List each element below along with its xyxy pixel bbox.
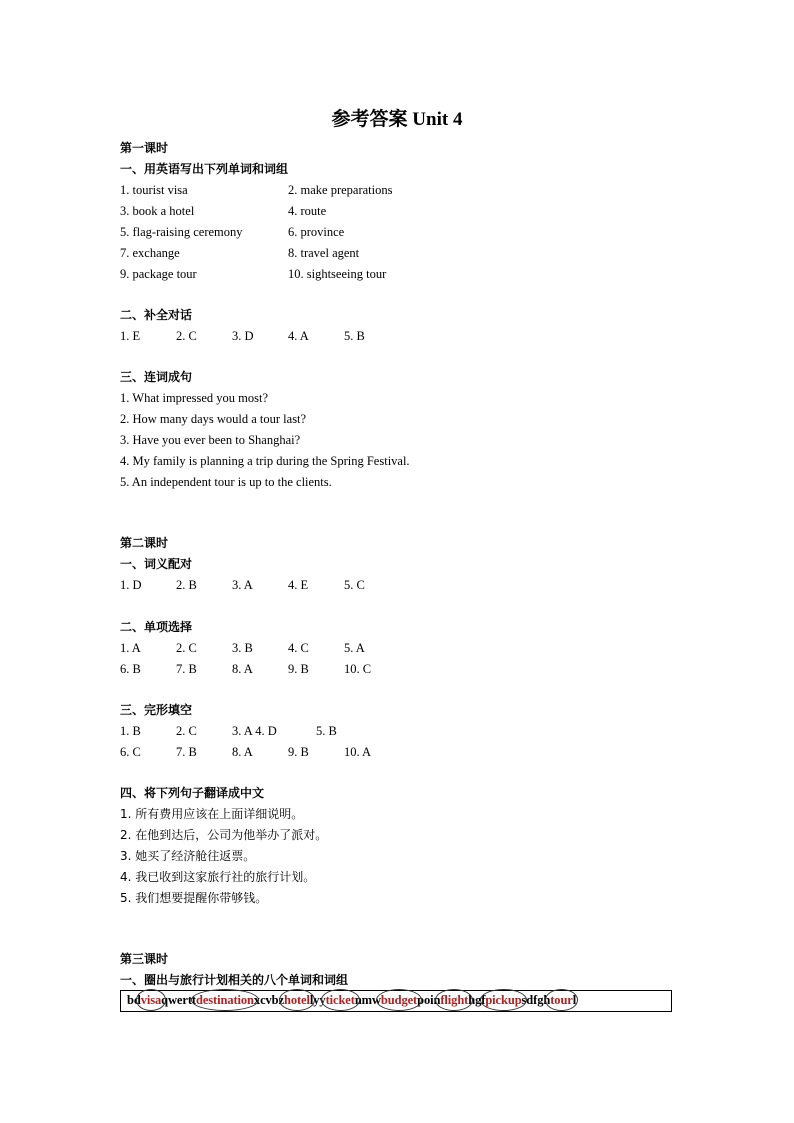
answer-item: 6. C <box>120 745 141 759</box>
filler-letters: nmw <box>354 993 381 1007</box>
answer-item: 1. E <box>120 329 141 343</box>
answer-item: 3. A 4. D <box>232 724 277 738</box>
vocab-item: 4. route <box>288 204 327 218</box>
answer-item: 1. B <box>120 724 141 738</box>
answer-item: 10. A <box>344 745 372 759</box>
answer-item: 10. C <box>344 662 372 676</box>
circled-word: destination <box>195 993 254 1007</box>
vocab-item: 6. province <box>288 225 345 239</box>
lesson1-heading: 第一课时 <box>120 141 169 155</box>
lesson1-part2-heading: 二、补全对话 <box>120 308 193 322</box>
answer-item: 2. C <box>176 329 197 343</box>
lesson2-heading: 第二课时 <box>120 536 169 550</box>
answer-item: 9. B <box>288 662 309 676</box>
translation: 3. 她买了经济舱往返票。 <box>120 849 256 863</box>
answer-item: 1. A <box>120 641 141 655</box>
filler-letters: sdfgh <box>521 993 551 1007</box>
answer-item: 4. A <box>288 329 309 343</box>
lesson2-part1-heading: 一、词义配对 <box>120 557 193 571</box>
answer-item: 2. B <box>176 578 197 592</box>
answer-item: 8. A <box>232 745 253 759</box>
answer-item: 5. B <box>344 329 365 343</box>
circled-word: flight <box>440 993 469 1007</box>
translation: 5. 我们想要提醒你带够钱。 <box>120 891 268 905</box>
answer-item: 2. C <box>176 641 197 655</box>
vocab-item: 1. tourist visa <box>120 183 188 197</box>
sentence: 1. What impressed you most? <box>120 391 269 405</box>
page-title: 参考答案 Unit 4 <box>331 109 463 130</box>
answer-item: 5. A <box>344 641 365 655</box>
circled-word: pickup <box>485 993 522 1007</box>
translation: 4. 我已收到这家旅行社的旅行计划。 <box>120 870 316 884</box>
translation: 1. 所有费用应该在上面详细说明。 <box>120 807 304 821</box>
answer-item: 7. B <box>176 745 197 759</box>
circled-word: ticket <box>325 993 355 1007</box>
filler-letters: bd <box>127 993 141 1007</box>
answer-item: 3. A <box>232 578 253 592</box>
lesson3-heading: 第三课时 <box>120 952 169 966</box>
lesson2-part2-heading: 二、单项选择 <box>120 620 193 634</box>
filler-letters: xcvbz <box>253 993 284 1007</box>
lesson1-part3-heading: 三、连词成句 <box>120 370 193 384</box>
answer-item: 3. D <box>232 329 254 343</box>
answer-item: 1. D <box>120 578 142 592</box>
lesson2-part4-heading: 四、将下列句子翻译成中文 <box>120 786 265 800</box>
filler-letters: poin <box>417 993 441 1007</box>
circled-word: hotel <box>283 993 310 1007</box>
answer-item: 2. C <box>176 724 197 738</box>
answer-item: 7. B <box>176 662 197 676</box>
sentence: 2. How many days would a tour last? <box>120 412 307 426</box>
circled-word: tour <box>550 993 573 1007</box>
filler-letters: lyy <box>309 993 326 1007</box>
vocab-item: 2. make preparations <box>288 183 393 197</box>
word-search-box <box>120 990 672 1012</box>
answer-item: 8. A <box>232 662 253 676</box>
filler-letters: hgf <box>468 993 486 1007</box>
lesson3-part1-heading: 一、圈出与旅行计划相关的八个单词和词组 <box>120 973 349 987</box>
answer-item: 3. B <box>232 641 253 655</box>
vocab-item: 7. exchange <box>120 246 180 260</box>
sentence: 5. An independent tour is up to the clients. <box>120 475 332 489</box>
lesson2-part3-heading: 三、完形填空 <box>120 703 193 717</box>
vocab-item: 9. package tour <box>120 267 197 281</box>
vocab-item: 10. sightseeing tour <box>288 267 387 281</box>
translation: 2. 在他到达后，公司为他举办了派对。 <box>120 828 328 842</box>
circled-word: visa <box>140 993 162 1007</box>
answer-item: 4. C <box>288 641 309 655</box>
answer-item: 6. B <box>120 662 141 676</box>
word-search-letters <box>127 993 576 1008</box>
vocab-item: 3. book a hotel <box>120 204 195 218</box>
vocab-item: 8. travel agent <box>288 246 360 260</box>
answer-item: 9. B <box>288 745 309 759</box>
vocab-item: 5. flag-raising ceremony <box>120 225 243 239</box>
filler-letters: l <box>572 993 577 1007</box>
answer-item: 5. B <box>316 724 337 738</box>
filler-letters: qwertt <box>161 993 196 1007</box>
answer-item: 5. C <box>344 578 365 592</box>
sentence: 4. My family is planning a trip during the Spring Festival. <box>120 454 410 468</box>
circled-word: budget <box>380 993 418 1007</box>
sentence: 3. Have you ever been to Shanghai? <box>120 433 301 447</box>
lesson1-part1-heading: 一、用英语写出下列单词和词组 <box>120 162 289 176</box>
answer-item: 4. E <box>288 578 309 592</box>
